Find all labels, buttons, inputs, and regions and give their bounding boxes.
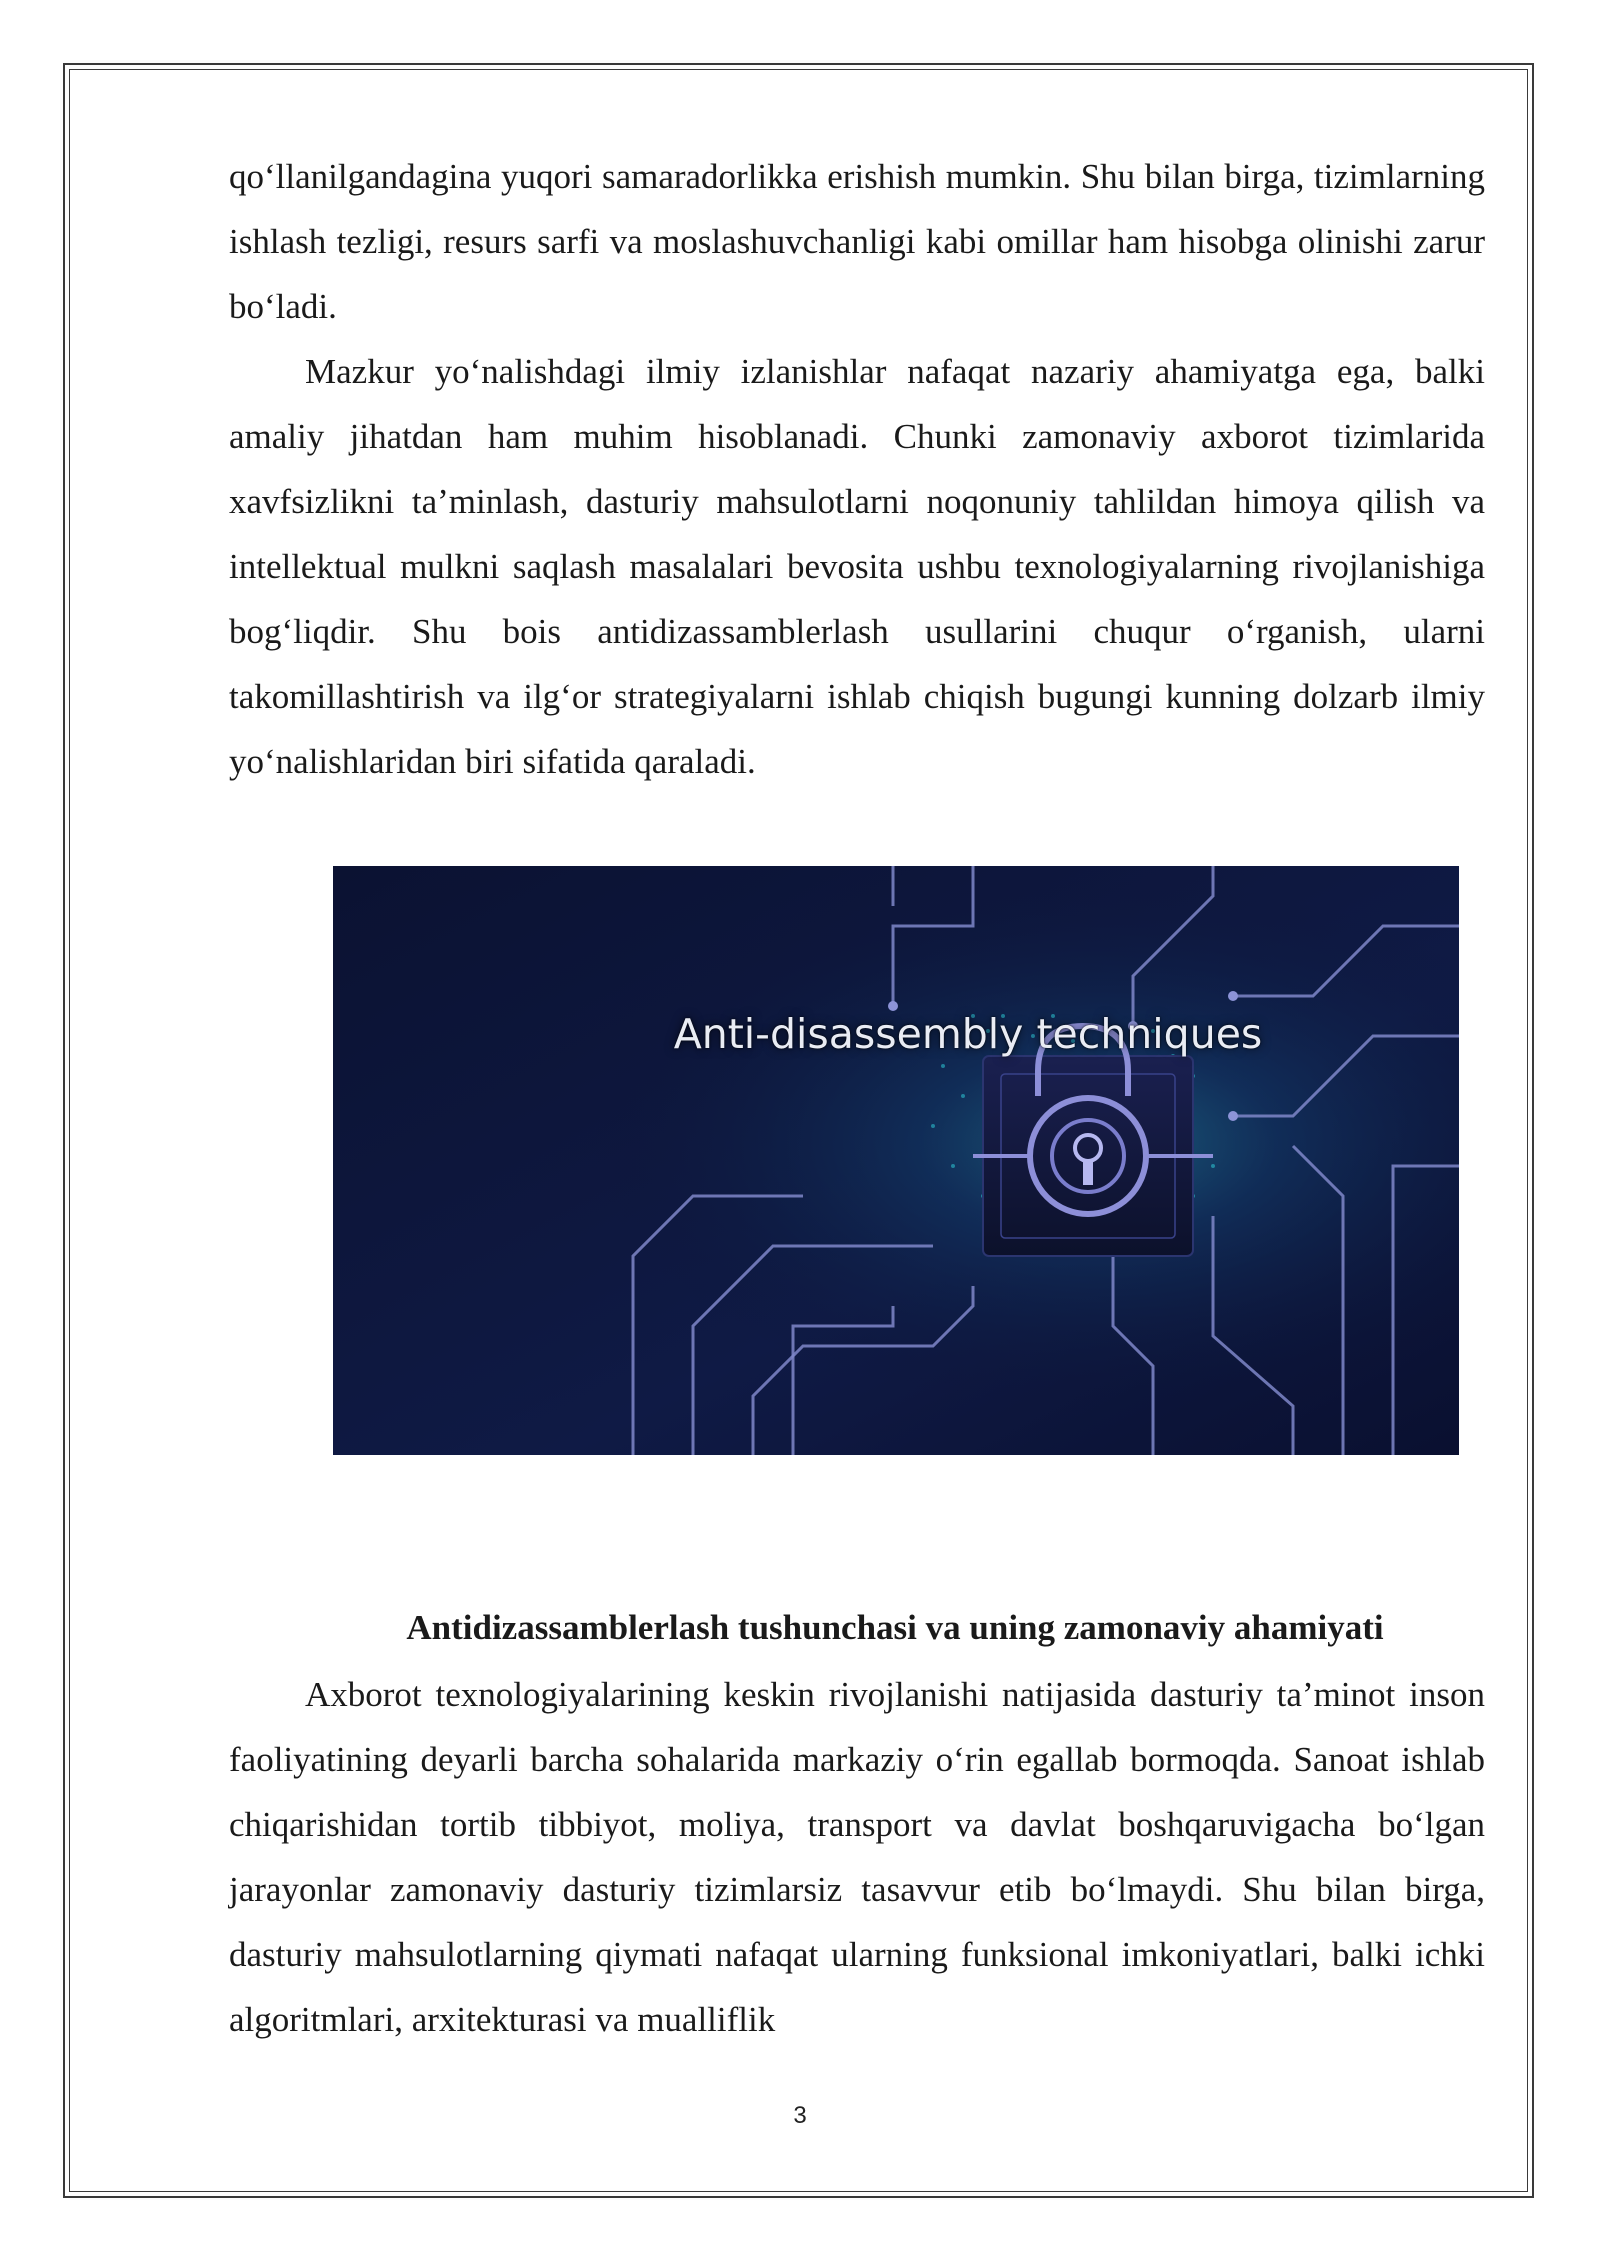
figure-image-text: Anti-disassembly techniques	[673, 1010, 1263, 1058]
section-heading: Antidizassamblerlash tushunchasi va uning zamonaviy ahamiyati	[406, 1608, 1384, 1647]
top-text-block	[229, 144, 1485, 794]
paragraph: Mazkur yo‘nalishdagi ilmiy izlanishlar nafaqat nazariy ahamiyatga ega, balki amaliy jihatdan ham muhim hisoblanadi. Chunki zamonaviy axborot tizimlarida xavfsizlikni ta’minlash, dasturiy mahsulotlarni noqonuniy tahlildan himoya qilish va intellektual mulkni saqlash masalalari bevosita ushbu texnologiyalarning rivojlanishiga bog‘liqdir. Shu bois antidizassamblerlash usullarini chuqur o‘rganish, ularni takomillashtirish va ilg‘or strategiyalarni ishlab chiqish bugungi kunning dolzarb ilmiy yo‘nalishlaridan biri sifatida qaraladi.	[229, 352, 1485, 781]
figure-image	[333, 866, 1459, 1455]
padlock-circuit-icon	[333, 866, 1459, 1455]
paragraph: Axborot texnologiyalarining keskin rivojlanishi natijasida dasturiy ta’minot inson faoliyatining deyarli barcha sohalarida markaziy o‘rin egallab bormoqda. Sanoat ishlab chiqarishidan tortib tibbiyot, moliya, transport va davlat boshqaruvigacha bo‘lgan jarayonlar zamonaviy dasturiy tizimlarsiz tasavvur etib bo‘lmaydi. Shu bilan birga, dasturiy mahsulotlarning qiymati nafaqat ularning funksional imkoniyatlari, balki ichki algoritmlari, arxitekturasi va mualliflik	[229, 1675, 1485, 2039]
paragraph-continuation: qo‘llanilgandagina yuqori samaradorlikka erishish mumkin. Shu bilan birga, tizimlarning ishlash tezligi, resurs sarfi va moslashuvchanligi kabi omillar ham hisobga olinishi zarur bo‘ladi.	[229, 157, 1485, 326]
page-number: 3	[793, 2102, 807, 2129]
bottom-text-block	[229, 1662, 1485, 2052]
